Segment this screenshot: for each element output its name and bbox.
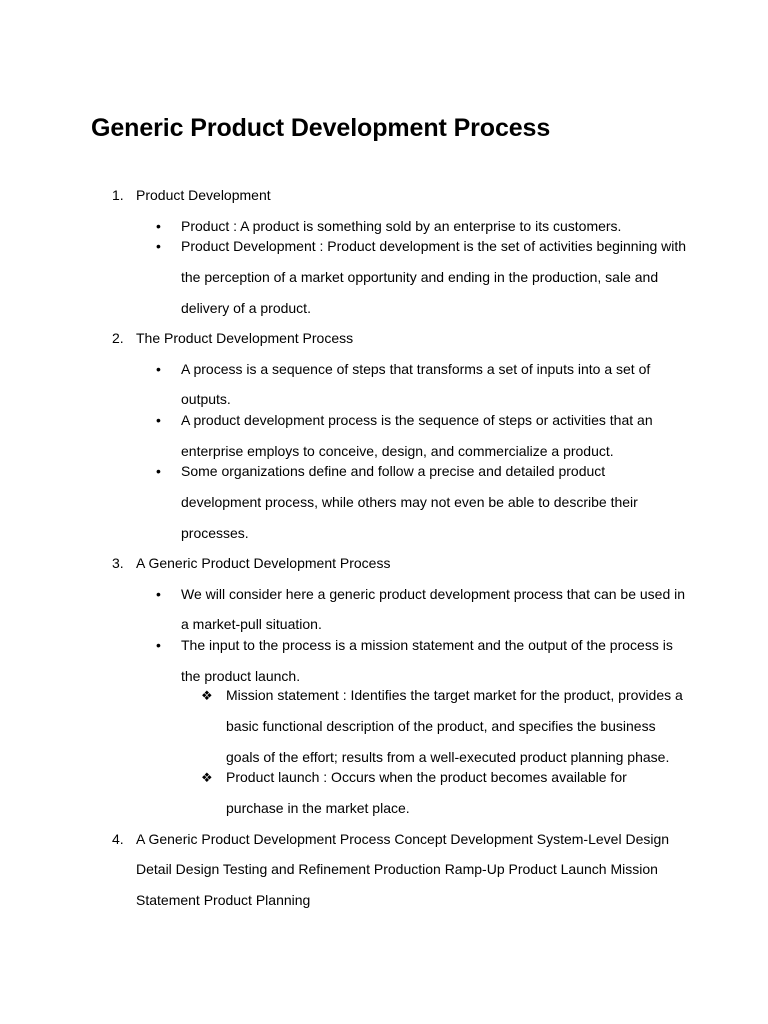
section-heading: Product Development [136,187,271,203]
bullet-text: A product development process is the sequence of steps or activities that an [181,412,653,428]
bullet-marker: • [156,586,161,602]
bullet-marker: • [156,463,161,479]
bullet-text: processes. [181,525,249,541]
bullet-text: enterprise employs to conceive, design, and commercialize a product. [181,443,614,459]
section-text: Detail Design Testing and Refinement Production Ramp-Up Product Launch Mission [136,861,658,877]
bullet-text: The input to the process is a mission statement and the output of the process is [181,637,673,653]
document-title: Generic Product Development Process [91,114,551,142]
diamond-bullet-icon: ❖ [201,770,213,785]
bullet-text: A process is a sequence of steps that transforms a set of inputs into a set of [181,361,651,377]
bullet-text: Product Development : Product development is the set of activities beginning with [181,238,687,254]
section-heading: A Generic Product Development Process [136,555,391,571]
bullet-text: delivery of a product. [181,300,311,316]
bullet-text: a market-pull situation. [181,616,322,632]
diamond-bullet-icon: ❖ [201,688,213,703]
section-number: 2. [112,330,124,346]
bullet-marker: • [156,238,161,254]
subbullet-text: purchase in the market place. [226,800,410,816]
section-text: A Generic Product Development Process Concept Development System-Level Design [136,831,670,847]
bullet-text: Some organizations define and follow a precise and detailed product [181,463,606,479]
section-number: 1. [112,187,124,203]
bullet-text: the product launch. [181,668,301,684]
bullet-marker: • [156,637,161,653]
subbullet-text: Product launch : Occurs when the product becomes available for [226,769,627,785]
bullet-text: development process, while others may not even be able to describe their [181,494,638,510]
bullet-marker: • [156,218,161,234]
bullet-text: outputs. [181,391,231,407]
bullet-text: Product : A product is something sold by an enterprise to its customers. [181,218,622,234]
subbullet-text: goals of the effort; results from a well-executed product planning phase. [226,749,670,765]
bullet-text: the perception of a market opportunity and ending in the production, sale and [181,269,659,285]
section-number: 4. [112,831,124,847]
bullet-marker: • [156,361,161,377]
subbullet-text: Mission statement : Identifies the target market for the product, provides a [226,687,683,703]
bullet-marker: • [156,412,161,428]
subbullet-text: basic functional description of the product, and specifies the business [226,718,656,734]
section-number: 3. [112,555,124,571]
section-heading: The Product Development Process [136,330,354,346]
section-text: Statement Product Planning [136,892,311,908]
bullet-text: We will consider here a generic product development process that can be used in [181,586,686,602]
